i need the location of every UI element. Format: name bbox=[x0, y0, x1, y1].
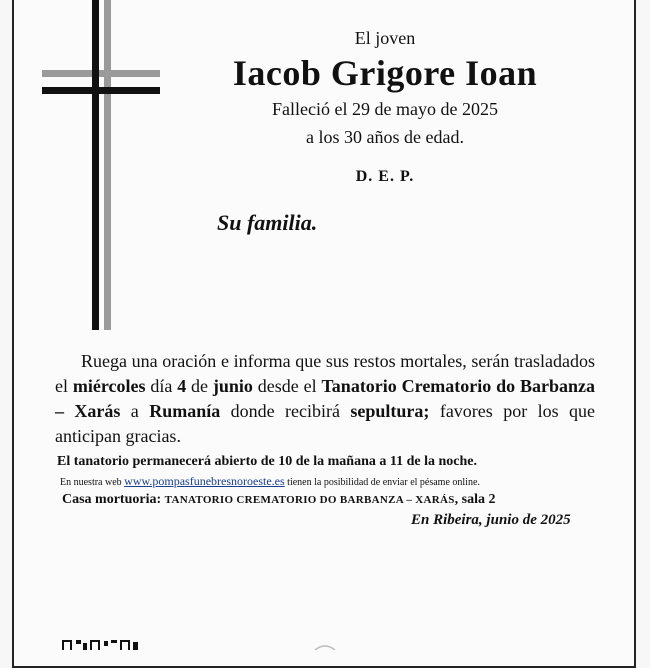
announcement-text: donde recibirá bbox=[220, 401, 351, 421]
announcement-month: junio bbox=[212, 376, 253, 396]
age-text: a los 30 años de edad. bbox=[306, 127, 464, 147]
announcement-paragraph bbox=[55, 349, 595, 449]
intro-text: El joven bbox=[354, 28, 416, 48]
announcement-destination: Rumanía bbox=[149, 401, 221, 421]
casa-label: Casa mortuoria: bbox=[62, 492, 165, 507]
announcement-origin: Tanatorio Crematorio do Barbanza – Xarás bbox=[55, 376, 595, 421]
announcement-text: a bbox=[120, 401, 150, 421]
family-signature: Su familia. bbox=[217, 210, 318, 235]
deceased-name: Iacob Grigore Ioan bbox=[232, 53, 538, 93]
website-link[interactable]: www.pompasfunebresnoroeste.es bbox=[124, 474, 285, 488]
qr-code-icon[interactable] bbox=[62, 640, 144, 650]
announcement-text: de bbox=[186, 376, 213, 396]
web-suffix: tienen la posibilidad de enviar el pésame online. bbox=[284, 477, 480, 488]
announcement-text: día bbox=[145, 376, 178, 396]
announcement-text: desde el bbox=[252, 376, 322, 396]
tanatorio-hours: El tanatorio permanecerá abierto de 10 de la mañana a 11 de la noche. bbox=[57, 454, 477, 469]
announcement-burial: sepultura; bbox=[350, 401, 430, 421]
casa-room: , sala 2 bbox=[454, 492, 496, 507]
cross-icon bbox=[42, 0, 162, 330]
web-prefix: En nuestra web bbox=[60, 477, 125, 488]
rip-text: D. E. P. bbox=[355, 168, 415, 185]
casa-mortuoria bbox=[62, 492, 496, 508]
casa-place: TANATORIO CREMATORIO DO BARBANZA – XARÁS bbox=[164, 494, 455, 506]
death-date: Falleció el 29 de mayo de 2025 bbox=[272, 99, 498, 119]
web-notice bbox=[60, 474, 480, 489]
announcement-day: miércoles bbox=[72, 376, 146, 396]
announcement-text: Ruega una oración e informa que sus restos mortales, serán trasladados el bbox=[55, 351, 595, 396]
ornament-icon bbox=[313, 642, 337, 650]
announcement-date-number: 4 bbox=[177, 376, 187, 396]
closing-place-date: En Ribeira, junio de 2025 bbox=[411, 512, 571, 528]
announcement-text: favores por los que anticipan gracias. bbox=[55, 401, 596, 446]
